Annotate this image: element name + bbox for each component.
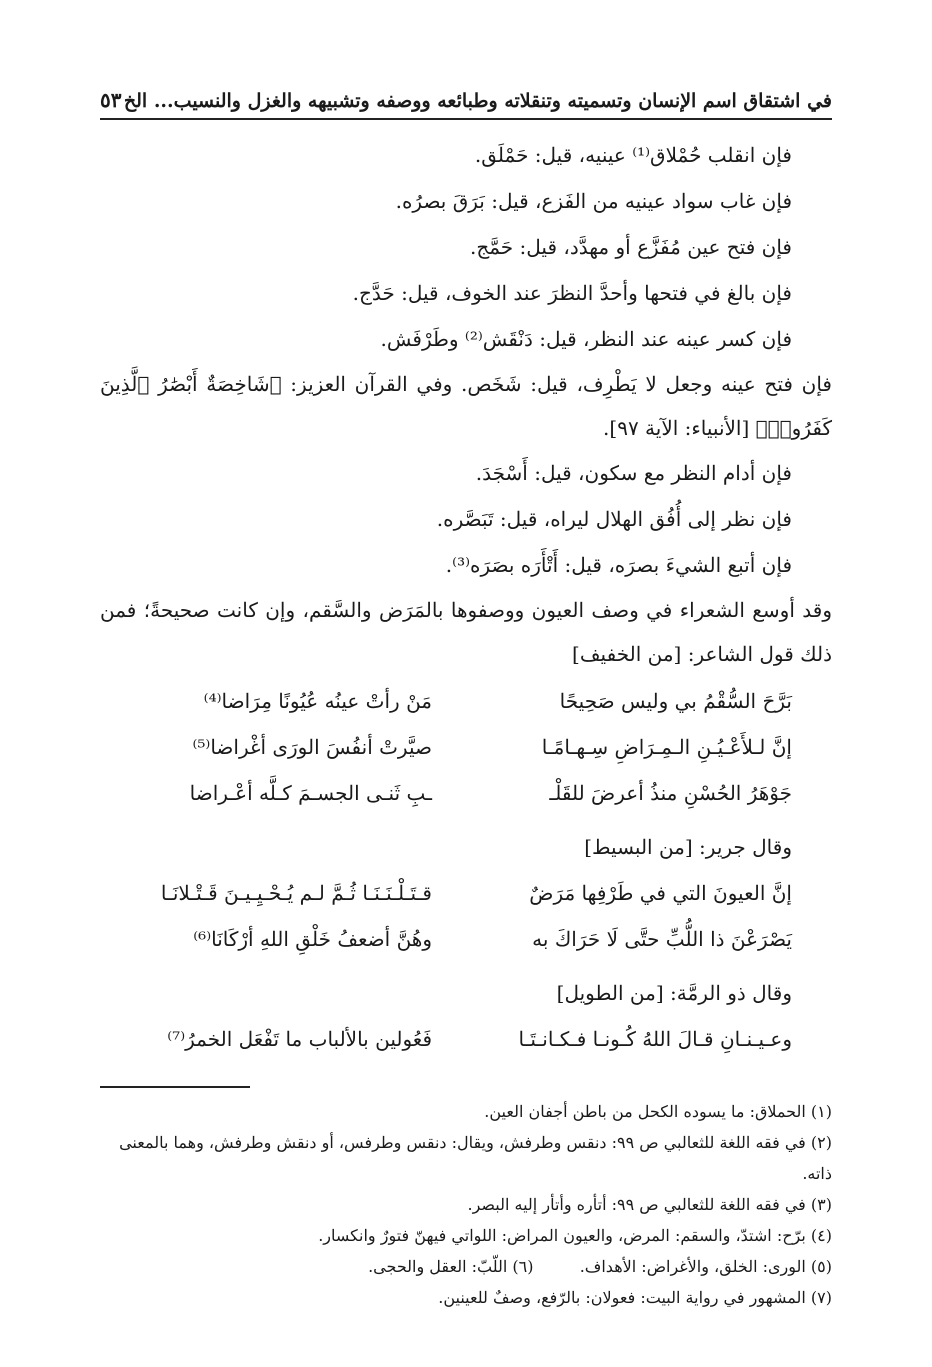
- footnote: (١) الحملاق: ما يسوده الكحل من باطن أجفان العين.: [484, 1102, 832, 1121]
- main-text: [100, 132, 832, 1062]
- footnote: (٦) اللّبّ: العقل والحجى.: [368, 1257, 534, 1276]
- text-paragraph: فإن فتح عينه وجعل لا يَطْرِف، قيل: شَخَص. وفي القرآن العزيز: ﴿شَاخِصَةٌ أَبْصَٰرُ ٱلَّذِينَ كَفَرُوا۟﴾ [الأنبياء: الآية ٩٧].: [100, 372, 832, 440]
- poem-block-1: [100, 678, 832, 816]
- verse-second-hemistich: فَعُولين بالألباب ما تَفْعَل الخمرُ⁽⁷⁾: [167, 1027, 432, 1051]
- verse: [100, 1016, 832, 1062]
- poem-intro: وقال جرير: [من البسيط]: [584, 835, 792, 859]
- footnote: (٥) الورى: الخلق، والأغراض: الأهداف.: [579, 1257, 832, 1276]
- verse: [100, 916, 832, 962]
- text-line: فإن أتبع الشيءَ بصرَه، قيل: أَتْأَرَه بصَرَه⁽³⁾.: [445, 553, 792, 577]
- verse: [100, 870, 832, 916]
- verse-second-hemistich: وهُنَّ أضعفُ خَلْقِ اللهِ أرْكَانَا⁽⁶⁾: [193, 927, 432, 951]
- footnotes: [100, 1096, 832, 1313]
- poem-block-3: [100, 1016, 832, 1062]
- footnote: (٤) برّح: اشتدّ، والسقم: المرض، والعيون المراض: اللواتي فيهنّ فتورٌ وانكسار.: [318, 1226, 832, 1245]
- text-line: فإن كسر عينه عند النظر، قيل: دَنْقَش⁽²⁾ وطَرْفَش.: [380, 327, 792, 351]
- verse-second-hemistich: صيَّرتْ أنفُسَ الورَى أغْراضا⁽⁵⁾: [192, 735, 432, 759]
- verse-first-hemistich: إنَّ لـلأَعْـيُـنِ الـمِـرَاضِ سِـهـامًـا: [541, 735, 792, 759]
- text-line: فإن نظر إلى أُفُق الهلال ليراه، قيل: تَبَصَّره.: [436, 507, 792, 531]
- poem-block-2: [100, 870, 832, 962]
- verse-first-hemistich: إنَّ العيونَ التي في طَرْفِها مَرَضٌ: [529, 881, 792, 905]
- verse: [100, 724, 832, 770]
- verse-first-hemistich: وعـيـنـانِ قـالَ اللهُ كُـونـا فـكـانـتَـا: [518, 1027, 792, 1051]
- text-line: فإن انقلب حُمْلاق⁽¹⁾ عينيه، قيل: حَمْلَق.: [474, 143, 792, 167]
- verse-second-hemistich: مَنْ رأتْ عينُه عُيُونًا مِرَاضا⁽⁴⁾: [203, 689, 432, 713]
- footnote-line: [100, 1251, 832, 1282]
- verse: [100, 678, 832, 724]
- running-header: [100, 78, 832, 120]
- poem-intro: وقال ذو الرمَّة: [من الطويل]: [556, 981, 792, 1005]
- verse-first-hemistich: جَوْهَرُ الحُسْنِ منذُ أعرضَ للقَلْـ: [549, 781, 792, 805]
- verse-first-hemistich: بَرَّحَ السُّقْمُ بي وليس صَحِيحًا: [559, 689, 792, 713]
- text-paragraph: وقد أوسع الشعراء في وصف العيون ووصفوها بالمَرَض والسَّقم، وإن كانت صحيحةً؛ فمن ذلك قول الشاعر: [من الخفيف]: [100, 598, 832, 666]
- text-line: فإن بالغ في فتحها وأحدَّ النظرَ عند الخوف، قيل: حَدَّج.: [352, 281, 792, 305]
- text-line: فإن غاب سواد عينيه من الفَزع، قيل: بَرَقَ بصرُه.: [395, 189, 792, 213]
- header-title: في اشتقاق اسم الإنسان وتسميته وتنقلاته وطبائعه ووصفه وتشبيهه والغزل والنسيب... الخ: [123, 90, 832, 112]
- verse-second-hemistich: ـبِ ثَنـى الجسـمَ كـلَّه أعْـراضا: [189, 781, 432, 805]
- verse: [100, 770, 832, 816]
- page-number: ٥٣: [100, 88, 122, 112]
- footnote-separator: [100, 1086, 250, 1088]
- footnote: (٣) في فقه اللغة للثعالبي ص ٩٩: أتأره وأتأر إليه البصر.: [467, 1195, 832, 1214]
- text-line: فإن أدام النظر مع سكون، قيل: أَسْجَدَ.: [475, 461, 792, 485]
- text-line: فإن فتح عين مُفَزَّع أو مهدَّد، قيل: حَمَّج.: [469, 235, 792, 259]
- verse-second-hemistich: قـتَـلْـنَـنَـا ثُـمَّ لـم يُـحْـيِـيـنَ قَـتْـلانَـا: [160, 881, 432, 905]
- verse-first-hemistich: يَصْرَعْنَ ذا اللُّبِّ حتَّى لَا حَرَاكَ به: [532, 927, 792, 951]
- footnote: (٢) في فقه اللغة للثعالبي ص ٩٩: دنقس وطرفش، ويقال: دنقس وطرفس، أو دنقش وطرفش، وهما بالمعنى ذاته.: [119, 1133, 832, 1183]
- footnote: (٧) المشهور في رواية البيت: فعولان: بالرّفع، وصفٌ للعينين.: [438, 1288, 832, 1307]
